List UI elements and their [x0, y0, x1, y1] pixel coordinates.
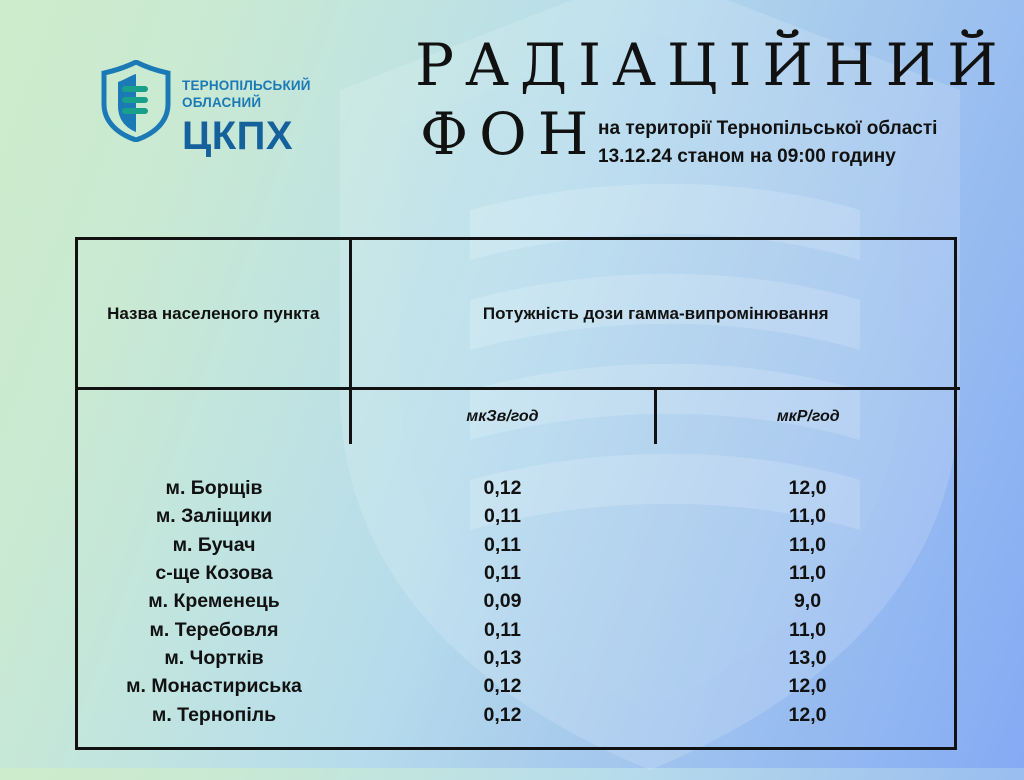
poster-header [0, 0, 1024, 215]
mkr-list [655, 462, 960, 730]
table-row: 12,0 [788, 476, 827, 499]
table-row: 0,12 [483, 675, 522, 698]
table-units-row [78, 389, 960, 445]
table-row: м. Чортків [164, 647, 264, 670]
table-row: м. Кременець [148, 590, 280, 613]
table-row: 9,0 [793, 590, 822, 613]
logo-org-line2: ОБЛАСНИЙ [182, 94, 262, 110]
table-row: м. Бучач [172, 533, 256, 556]
units-msv: мкЗв/год [350, 389, 655, 445]
table-row: м. Заліщики [155, 505, 273, 528]
table-header-row [78, 240, 960, 389]
logo-text-block [182, 60, 311, 156]
header-settlement: Назва населеного пункта [78, 240, 350, 389]
table-row: 0,11 [484, 533, 521, 556]
units-mkr: мкР/год [776, 408, 840, 425]
table-row: 0,13 [483, 647, 522, 670]
radiation-table [75, 237, 957, 750]
table-row: 11,0 [789, 505, 826, 528]
organization-logo [100, 60, 311, 156]
table-row: 0,11 [484, 505, 521, 528]
logo-org-line1: ТЕРНОПІЛЬСЬКИЙ [182, 78, 311, 93]
table-row: 0,11 [484, 561, 521, 584]
table-row: м. Тернопіль [151, 703, 277, 726]
table-row: м. Борщів [165, 476, 263, 499]
table-row: 12,0 [788, 703, 827, 726]
settlement-column [78, 444, 350, 747]
table-row: м. Монастириська [126, 675, 302, 698]
page-title-line2: ФОН [420, 100, 600, 168]
table-body-row [78, 444, 960, 747]
table-row: 0,12 [483, 476, 522, 499]
table-row: 0,11 [484, 618, 521, 641]
msv-column [350, 444, 655, 747]
table-row: 0,12 [483, 703, 522, 726]
msv-list [350, 462, 655, 730]
table-row: 11,0 [789, 618, 826, 641]
table-row: с-ще Козова [155, 561, 273, 584]
header-dose-rate: Потужність дози гамма-випромінювання [350, 240, 960, 389]
table-row: 12,0 [788, 675, 827, 698]
settlement-list [78, 462, 350, 730]
logo-abbreviation: ЦКПХ [182, 113, 294, 158]
table-row: 11,0 [789, 533, 826, 556]
table-row: 13,0 [788, 647, 827, 670]
table-row: 0,09 [483, 590, 522, 613]
shield-logo-icon [100, 60, 172, 142]
mkr-column [655, 444, 960, 747]
table-row: 11,0 [789, 561, 826, 584]
table-row: м. Теребовля [149, 618, 279, 641]
units-empty-cell [78, 389, 350, 445]
page-title-line1: РАДІАЦІЙНИЙ [415, 31, 1009, 99]
page-subtitle: на території Тернопільської області 13.12.24 станом на 09:00 годину [598, 118, 938, 167]
